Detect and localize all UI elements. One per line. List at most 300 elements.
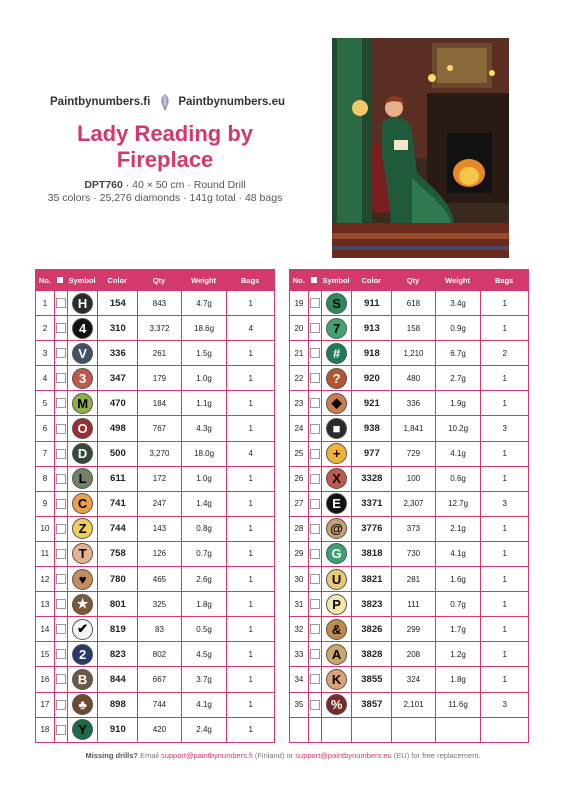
color-code: 3855 — [351, 667, 391, 691]
row-checkbox[interactable] — [308, 718, 321, 742]
row-checkbox[interactable] — [308, 517, 321, 541]
row-checkbox[interactable] — [54, 567, 67, 591]
weight: 11.6g — [435, 693, 481, 717]
bags: 1 — [480, 567, 528, 591]
row-number: 17 — [40, 700, 50, 710]
row-number: 5 — [42, 398, 48, 408]
symbol-cell — [67, 416, 98, 440]
quantity: 143 — [137, 517, 181, 541]
symbol-cell — [67, 567, 98, 591]
checkbox[interactable] — [310, 624, 320, 634]
painting-preview — [332, 38, 509, 258]
row-number: 21 — [294, 348, 304, 358]
symbol-cell — [67, 291, 98, 315]
row-number: 19 — [294, 298, 304, 308]
symbol-cell — [67, 492, 98, 516]
row-checkbox[interactable] — [54, 467, 67, 491]
symbol-chip: H — [72, 293, 93, 314]
color-code: 780 — [97, 567, 137, 591]
weight: 1.1g — [181, 391, 227, 415]
weight: 2.1g — [435, 517, 481, 541]
row-number: 23 — [294, 398, 304, 408]
row-checkbox[interactable] — [308, 366, 321, 390]
row-number: 9 — [42, 499, 48, 509]
bags: 2 — [480, 341, 528, 365]
symbol-chip: & — [326, 619, 347, 640]
checkbox[interactable] — [56, 574, 66, 584]
bags: 3 — [480, 416, 528, 440]
weight: 0.8g — [181, 517, 227, 541]
row-checkbox[interactable] — [308, 341, 321, 365]
row-number: 26 — [294, 474, 304, 484]
color-code: 3821 — [351, 567, 391, 591]
footer-text-1: Email — [138, 751, 161, 760]
symbol-cell — [67, 542, 98, 566]
brand-row — [50, 93, 310, 111]
weight — [435, 718, 481, 742]
weight: 6.7g — [435, 341, 481, 365]
bags: 1 — [480, 617, 528, 641]
row-checkbox[interactable] — [308, 617, 321, 641]
header-symbol: Symbol — [322, 275, 350, 285]
row-checkbox[interactable] — [54, 642, 67, 666]
table-row — [36, 340, 274, 365]
symbol-chip: S — [326, 293, 347, 314]
table-row — [36, 415, 274, 440]
table-row — [290, 616, 528, 641]
symbol-chip: 4 — [72, 318, 93, 339]
row-number: 28 — [294, 524, 304, 534]
symbol-chip: % — [326, 694, 347, 715]
symbol-chip: + — [326, 443, 347, 464]
table-row — [36, 616, 274, 641]
header-bags: Bags — [495, 275, 514, 285]
row-checkbox[interactable] — [54, 693, 67, 717]
row-number: 30 — [294, 574, 304, 584]
checkbox[interactable] — [310, 373, 320, 383]
row-checkbox[interactable] — [308, 492, 321, 516]
quantity: 336 — [391, 391, 435, 415]
symbol-chip: 2 — [72, 644, 93, 665]
symbol-cell — [321, 542, 352, 566]
symbol-cell — [67, 693, 98, 717]
row-checkbox[interactable] — [54, 391, 67, 415]
color-code: 347 — [97, 366, 137, 390]
row-number: 24 — [294, 424, 304, 434]
row-checkbox[interactable] — [308, 291, 321, 315]
email-link-eu[interactable]: support@paintbynumbers.eu — [295, 751, 392, 760]
symbol-chip: ◆ — [326, 393, 347, 414]
checkbox[interactable] — [56, 323, 66, 333]
weight: 4.1g — [435, 542, 481, 566]
table-row — [290, 516, 528, 541]
weight: 0.7g — [435, 592, 481, 616]
checkbox[interactable] — [56, 599, 66, 609]
bags: 1 — [480, 517, 528, 541]
symbol-chip: D — [72, 443, 93, 464]
row-number: 15 — [40, 649, 50, 659]
weight: 3.7g — [181, 667, 227, 691]
email-link-fi[interactable]: support@paintbynumbers.fi — [160, 751, 253, 760]
symbol-cell — [67, 642, 98, 666]
brush-logo-icon — [158, 93, 172, 111]
row-checkbox[interactable] — [54, 718, 67, 742]
header-qty: Qty — [152, 275, 166, 285]
table-row — [290, 290, 528, 315]
symbol-cell — [67, 617, 98, 641]
weight: 1.8g — [181, 592, 227, 616]
table-row — [36, 466, 274, 491]
bags: 1 — [480, 366, 528, 390]
symbol-cell — [321, 718, 352, 742]
quantity: 281 — [391, 567, 435, 591]
bags: 1 — [226, 567, 274, 591]
symbol-cell — [321, 693, 352, 717]
weight: 1.2g — [435, 642, 481, 666]
quantity: 3,372 — [137, 316, 181, 340]
weight: 12.7g — [435, 492, 481, 516]
bags: 1 — [226, 467, 274, 491]
quantity: 767 — [137, 416, 181, 440]
color-code: 918 — [351, 341, 391, 365]
symbol-chip: T — [72, 543, 93, 564]
row-checkbox[interactable] — [308, 567, 321, 591]
symbol-chip: P — [326, 594, 347, 615]
quantity: 480 — [391, 366, 435, 390]
table-row — [290, 491, 528, 516]
symbol-chip: M — [72, 393, 93, 414]
checkbox[interactable] — [310, 449, 320, 459]
symbol-cell — [321, 467, 352, 491]
row-checkbox[interactable] — [308, 467, 321, 491]
quantity: 2,307 — [391, 492, 435, 516]
checkbox[interactable] — [310, 348, 320, 358]
weight: 4.1g — [181, 693, 227, 717]
weight: 0.7g — [181, 542, 227, 566]
symbol-chip: # — [326, 343, 347, 364]
table-row — [36, 315, 274, 340]
symbol-chip: ? — [326, 368, 347, 389]
quantity: 1,210 — [391, 341, 435, 365]
quantity: 299 — [391, 617, 435, 641]
checkbox[interactable] — [56, 700, 66, 710]
checkbox[interactable] — [310, 549, 320, 559]
symbol-chip: X — [326, 468, 347, 489]
symbol-cell — [67, 718, 98, 742]
row-checkbox[interactable] — [54, 291, 67, 315]
color-code: 154 — [97, 291, 137, 315]
table-row — [290, 415, 528, 440]
bags: 4 — [226, 316, 274, 340]
checkbox[interactable] — [56, 348, 66, 358]
bags: 1 — [480, 316, 528, 340]
table-row — [36, 441, 274, 466]
table-row — [36, 491, 274, 516]
weight: 0.5g — [181, 617, 227, 641]
row-checkbox[interactable] — [54, 492, 67, 516]
quantity: 373 — [391, 517, 435, 541]
weight: 1.0g — [181, 467, 227, 491]
row-checkbox[interactable] — [54, 442, 67, 466]
row-number: 29 — [294, 549, 304, 559]
row-checkbox[interactable] — [54, 667, 67, 691]
symbol-chip: A — [326, 644, 347, 665]
brand-eu: Paintbynumbers.eu — [178, 96, 286, 108]
table-row — [290, 666, 528, 691]
row-number: 13 — [40, 599, 50, 609]
quantity: 744 — [137, 693, 181, 717]
symbol-cell — [67, 467, 98, 491]
color-code: 911 — [351, 291, 391, 315]
row-checkbox[interactable] — [54, 416, 67, 440]
checkbox[interactable] — [310, 424, 320, 434]
weight: 1.5g — [181, 341, 227, 365]
color-code: 913 — [351, 316, 391, 340]
row-number: 22 — [294, 373, 304, 383]
checkbox[interactable] — [310, 323, 320, 333]
checkbox[interactable] — [56, 649, 66, 659]
color-table-right — [289, 269, 529, 743]
symbol-chip: ♣ — [72, 694, 93, 715]
weight: 3.4g — [435, 291, 481, 315]
checkbox[interactable] — [310, 599, 320, 609]
checkbox[interactable] — [56, 424, 66, 434]
bags: 1 — [480, 542, 528, 566]
weight: 1.8g — [435, 667, 481, 691]
table-row — [290, 340, 528, 365]
checkbox[interactable] — [310, 499, 320, 509]
row-number: 18 — [40, 725, 50, 735]
color-code: 3828 — [351, 642, 391, 666]
row-checkbox[interactable] — [308, 693, 321, 717]
symbol-cell — [321, 391, 352, 415]
row-checkbox[interactable] — [54, 617, 67, 641]
header-symbol: Symbol — [68, 275, 96, 285]
row-number: 25 — [294, 449, 304, 459]
symbol-cell — [321, 442, 352, 466]
symbol-cell — [321, 316, 352, 340]
symbol-cell — [321, 567, 352, 591]
table-row — [290, 641, 528, 666]
row-checkbox[interactable] — [308, 667, 321, 691]
color-code: 741 — [97, 492, 137, 516]
color-code: 336 — [97, 341, 137, 365]
checkbox[interactable] — [310, 649, 320, 659]
symbol-cell — [321, 492, 352, 516]
row-checkbox[interactable] — [308, 416, 321, 440]
quantity: 172 — [137, 467, 181, 491]
table-row — [290, 692, 528, 717]
row-number: 20 — [294, 323, 304, 333]
symbol-chip: G — [326, 543, 347, 564]
checkbox[interactable] — [56, 549, 66, 559]
color-code: 3776 — [351, 517, 391, 541]
color-code: 3826 — [351, 617, 391, 641]
table-row — [36, 365, 274, 390]
quantity: 420 — [137, 718, 181, 742]
quantity: 843 — [137, 291, 181, 315]
weight: 0.6g — [435, 467, 481, 491]
color-code: 898 — [97, 693, 137, 717]
symbol-cell — [67, 341, 98, 365]
bags: 1 — [226, 416, 274, 440]
checkbox[interactable] — [56, 373, 66, 383]
table-row — [290, 717, 528, 742]
checkbox[interactable] — [310, 474, 320, 484]
table-row — [290, 365, 528, 390]
quantity: 324 — [391, 667, 435, 691]
checkbox[interactable] — [310, 398, 320, 408]
weight: 2.4g — [181, 718, 227, 742]
checkbox[interactable] — [56, 449, 66, 459]
table-row — [36, 390, 274, 415]
checkbox[interactable] — [56, 398, 66, 408]
weight: 4.1g — [435, 442, 481, 466]
symbol-chip: Z — [72, 518, 93, 539]
checkbox[interactable] — [56, 725, 66, 735]
checkbox[interactable] — [310, 574, 320, 584]
checkbox[interactable] — [310, 700, 320, 710]
quantity: 111 — [391, 592, 435, 616]
symbol-chip: B — [72, 669, 93, 690]
header-no: No. — [292, 275, 305, 285]
footer-lead: Missing drills? — [85, 751, 139, 760]
quantity: 325 — [137, 592, 181, 616]
table-header — [290, 270, 528, 290]
bags: 1 — [226, 617, 274, 641]
table-row — [290, 441, 528, 466]
color-code: 3823 — [351, 592, 391, 616]
row-checkbox[interactable] — [54, 316, 67, 340]
quantity: 1,841 — [391, 416, 435, 440]
symbol-chip: ■ — [326, 418, 347, 439]
color-code: 744 — [97, 517, 137, 541]
row-checkbox[interactable] — [308, 592, 321, 616]
symbol-chip: Y — [72, 719, 93, 740]
symbol-cell — [67, 442, 98, 466]
symbol-chip: ★ — [72, 594, 93, 615]
quantity: 83 — [137, 617, 181, 641]
quantity: 465 — [137, 567, 181, 591]
row-checkbox[interactable] — [308, 391, 321, 415]
checkbox[interactable] — [56, 524, 66, 534]
table-row — [36, 516, 274, 541]
kit-code: DPT760 — [84, 179, 123, 191]
bags: 1 — [226, 366, 274, 390]
quantity: 184 — [137, 391, 181, 415]
bags: 1 — [226, 391, 274, 415]
bags: 1 — [226, 291, 274, 315]
kit-size: · 40 × 50 cm · Round Drill — [122, 179, 246, 191]
row-checkbox[interactable] — [54, 592, 67, 616]
header-weight: Weight — [191, 275, 217, 285]
brand-fi: Paintbynumbers.fi — [50, 96, 151, 108]
quantity: 247 — [137, 492, 181, 516]
color-code: 920 — [351, 366, 391, 390]
bags: 1 — [480, 442, 528, 466]
symbol-cell — [321, 667, 352, 691]
color-code: 977 — [351, 442, 391, 466]
symbol-cell — [321, 617, 352, 641]
row-number: 3 — [42, 348, 48, 358]
color-table-left — [35, 269, 275, 743]
checkbox[interactable] — [310, 524, 320, 534]
weight: 4.3g — [181, 416, 227, 440]
checkbox[interactable] — [56, 499, 66, 509]
symbol-cell — [321, 291, 352, 315]
symbol-cell — [321, 642, 352, 666]
row-checkbox[interactable] — [308, 442, 321, 466]
symbol-cell — [321, 416, 352, 440]
symbol-chip: C — [72, 493, 93, 514]
row-number: 7 — [42, 449, 48, 459]
color-code — [351, 718, 391, 742]
color-code: 910 — [97, 718, 137, 742]
color-code: 921 — [351, 391, 391, 415]
checkbox[interactable] — [56, 624, 66, 634]
color-code: 823 — [97, 642, 137, 666]
checkbox[interactable] — [56, 474, 66, 484]
row-number: 35 — [294, 700, 304, 710]
row-number: 4 — [42, 373, 48, 383]
quantity: 261 — [137, 341, 181, 365]
row-checkbox[interactable] — [54, 341, 67, 365]
row-number: 33 — [294, 649, 304, 659]
weight: 2.7g — [435, 366, 481, 390]
color-code: 758 — [97, 542, 137, 566]
table-row — [36, 591, 274, 616]
color-code: 844 — [97, 667, 137, 691]
quantity: 179 — [137, 366, 181, 390]
checkbox[interactable] — [310, 674, 320, 684]
row-checkbox[interactable] — [308, 316, 321, 340]
symbol-cell — [67, 592, 98, 616]
table-row — [36, 566, 274, 591]
row-number: 16 — [40, 674, 50, 684]
row-checkbox[interactable] — [54, 517, 67, 541]
header-color: Color — [107, 275, 128, 285]
table-row — [290, 566, 528, 591]
quantity: 802 — [137, 642, 181, 666]
symbol-chip: V — [72, 343, 93, 364]
color-code: 470 — [97, 391, 137, 415]
table-row — [290, 315, 528, 340]
row-checkbox[interactable] — [54, 366, 67, 390]
row-checkbox[interactable] — [308, 542, 321, 566]
checkbox[interactable] — [56, 298, 66, 308]
row-number: 14 — [40, 624, 50, 634]
color-code: 801 — [97, 592, 137, 616]
color-code: 500 — [97, 442, 137, 466]
quantity: 158 — [391, 316, 435, 340]
quantity: 2,101 — [391, 693, 435, 717]
weight: 4.5g — [181, 642, 227, 666]
row-checkbox[interactable] — [308, 642, 321, 666]
row-number: 6 — [42, 424, 48, 434]
checkbox[interactable] — [56, 674, 66, 684]
kit-stats: 35 colors · 25,276 diamonds · 141g total · 48 bags — [47, 192, 283, 204]
row-number: 31 — [294, 599, 304, 609]
checkbox[interactable] — [310, 298, 320, 308]
symbol-cell — [67, 366, 98, 390]
symbol-chip: ♥ — [72, 569, 93, 590]
row-checkbox[interactable] — [54, 542, 67, 566]
quantity: 618 — [391, 291, 435, 315]
row-number: 8 — [42, 474, 48, 484]
color-code: 3818 — [351, 542, 391, 566]
bags: 3 — [480, 492, 528, 516]
color-code: 3371 — [351, 492, 391, 516]
